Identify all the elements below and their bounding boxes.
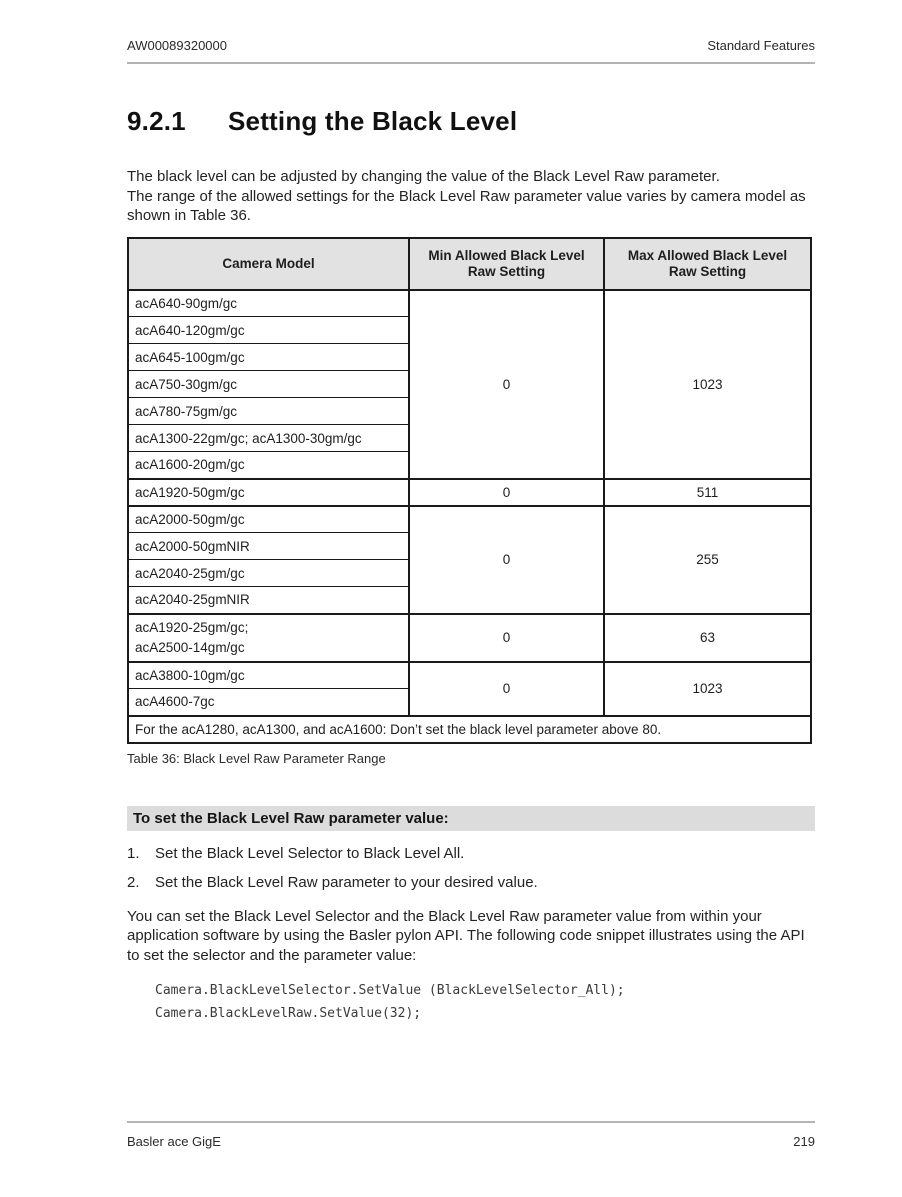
- table-row: [128, 290, 811, 317]
- table-row: [128, 662, 811, 689]
- intro-paragraph: [127, 167, 815, 226]
- table-cell-model: acA2000-50gm/gc: [128, 506, 409, 533]
- table-cell-max: 1023: [604, 290, 811, 479]
- step-text: Set the Black Level Raw parameter to your desired value.: [155, 873, 538, 891]
- code-line: Camera.BlackLevelRaw.SetValue(32);: [155, 1006, 422, 1021]
- model-line-2: acA2500-14gm/gc: [135, 639, 245, 655]
- model-line-1: acA1920-25gm/gc;: [135, 619, 249, 635]
- footer-doc-title: Basler ace GigE: [127, 1134, 221, 1149]
- table-header-row: [128, 238, 811, 290]
- table-cell-min: 0: [409, 290, 604, 479]
- table-cell-model: acA2000-50gmNIR: [128, 533, 409, 560]
- intro-sentence-2: The range of the allowed settings for the Black Level Raw parameter value varies by camera model as shown in Table 36.: [127, 187, 806, 224]
- table-cell-model: acA640-90gm/gc: [128, 290, 409, 317]
- header-doc-number: AW00089320000: [127, 38, 227, 53]
- table-cell-max: 63: [604, 614, 811, 662]
- column-header-max: Max Allowed Black Level Raw Setting: [604, 238, 811, 290]
- table-note-row: [128, 716, 811, 743]
- header-section-label: Standard Features: [707, 38, 815, 53]
- table-cell-model: acA2040-25gmNIR: [128, 587, 409, 614]
- table-caption: Table 36: Black Level Raw Parameter Range: [127, 750, 386, 766]
- table-cell-model: acA1300-22gm/gc; acA1300-30gm/gc: [128, 425, 409, 452]
- table-cell-max: 511: [604, 479, 811, 506]
- table-row: [128, 614, 811, 662]
- table-cell-min: 0: [409, 662, 604, 716]
- table-cell-model: acA640-120gm/gc: [128, 317, 409, 344]
- table-cell-min: 0: [409, 614, 604, 662]
- table-cell-model: acA780-75gm/gc: [128, 398, 409, 425]
- step-text: Set the Black Level Selector to Black Level All.: [155, 844, 465, 862]
- page-number: 219: [793, 1134, 815, 1149]
- black-level-table: [127, 237, 812, 744]
- table-cell-min: 0: [409, 506, 604, 614]
- table-row: [128, 506, 811, 533]
- step-item: [127, 873, 815, 892]
- column-header-camera-model: Camera Model: [128, 238, 409, 290]
- table-cell-model: [128, 614, 409, 662]
- intro-sentence-1: The black level can be adjusted by changing the value of the Black Level Raw parameter.: [127, 168, 720, 185]
- step-number: 1.: [127, 844, 140, 862]
- body-paragraph: You can set the Black Level Selector and the Black Level Raw parameter value from within your application software by using the Basler pylon API. The following code snippet illustrates using the API to set the selector and the parameter value:: [127, 907, 805, 964]
- table-cell-model: acA4600-7gc: [128, 689, 409, 716]
- page-header: [127, 38, 815, 64]
- page-footer: [127, 1121, 815, 1149]
- column-header-min: Min Allowed Black Level Raw Setting: [409, 238, 604, 290]
- table-cell-model: acA1600-20gm/gc: [128, 452, 409, 479]
- section-title-text: Setting the Black Level: [228, 106, 518, 136]
- table-row: [128, 479, 811, 506]
- table-note: For the acA1280, acA1300, and acA1600: Don’t set the black level parameter above 80.: [128, 716, 811, 743]
- table-cell-model: acA1920-50gm/gc: [128, 479, 409, 506]
- table-cell-max: 1023: [604, 662, 811, 716]
- table-cell-max: 255: [604, 506, 811, 614]
- code-block: [155, 979, 815, 1025]
- table-cell-model: acA3800-10gm/gc: [128, 662, 409, 689]
- procedure-heading: To set the Black Level Raw parameter value:: [127, 806, 815, 831]
- table-cell-model: acA2040-25gm/gc: [128, 560, 409, 587]
- step-number: 2.: [127, 873, 140, 891]
- table-cell-min: 0: [409, 479, 604, 506]
- section-title: [127, 106, 815, 137]
- step-item: [127, 844, 815, 863]
- code-line: Camera.BlackLevelSelector.SetValue (BlackLevelSelector_All);: [155, 983, 625, 998]
- section-number: 9.2.1: [127, 106, 186, 136]
- table-cell-model: acA645-100gm/gc: [128, 344, 409, 371]
- table-cell-model: acA750-30gm/gc: [128, 371, 409, 398]
